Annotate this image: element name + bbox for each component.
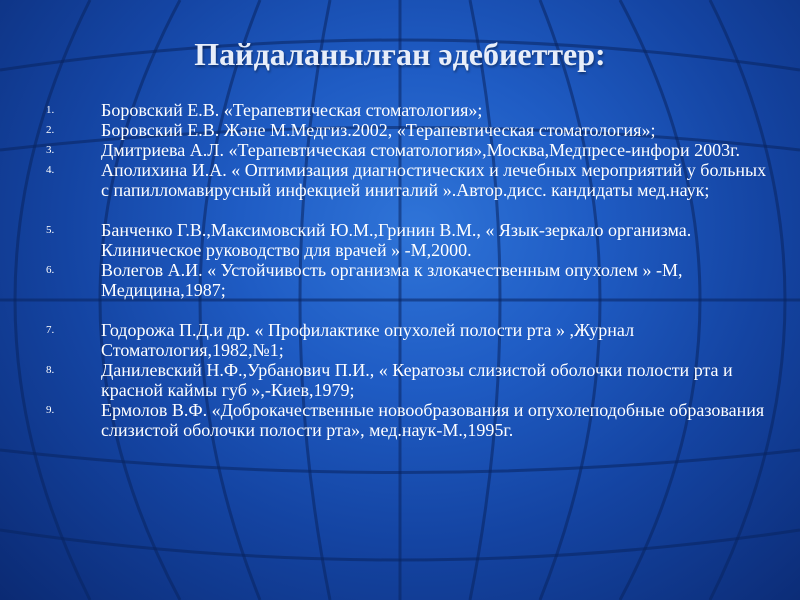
reference-item	[46, 120, 768, 140]
reference-item	[46, 140, 768, 160]
reference-item	[46, 360, 768, 400]
reference-number: 8.	[46, 364, 55, 376]
reference-item	[46, 160, 768, 200]
reference-text: Банченко Г.В.,Максимовский Ю.М.,Гринин В.М., « Язык-зеркало организма. Клиническое руководство для врачей » -М,2000.	[101, 220, 692, 260]
reference-text: Дмитриева А.Л. «Терапевтическая стоматология»,Москва,Медпресе-инфори 2003г.	[101, 140, 740, 160]
reference-text: Боровский Е.В. «Терапевтическая стоматология»;	[101, 100, 483, 120]
reference-item	[46, 100, 768, 120]
reference-text: Боровский Е.В. Және М.Медгиз.2002, «Терапевтическая стоматология»;	[101, 120, 656, 140]
reference-number: 9.	[46, 404, 55, 416]
reference-number: 3.	[46, 144, 55, 156]
reference-number: 5.	[46, 224, 55, 236]
reference-text: Аполихина И.А. « Оптимизация диагностических и лечебных мероприятий у больных с папилломавирусный инфекцией иниталий ».Автор.дисс. кандидаты мед.наук;	[101, 160, 767, 200]
reference-text: Волегов А.И. « Устойчивость организма к злокачественным опухолем » -М, Медицина,1987;	[101, 260, 683, 300]
reference-item	[46, 260, 768, 300]
reference-text: Ермолов В.Ф. «Доброкачественные новообразования и опухолеподобные образования слизистой оболочки полости рта», мед.наук-М.,1995г.	[101, 400, 765, 440]
reference-list	[46, 100, 768, 440]
reference-number: 2.	[46, 124, 55, 136]
reference-text: Данилевский Н.Ф.,Урбанович П.И., « Кератозы слизистой оболочки полости рта и красной каймы губ »,-Киев,1979;	[101, 360, 733, 400]
reference-item	[46, 220, 768, 260]
reference-number: 1.	[46, 104, 55, 116]
reference-number: 6.	[46, 264, 55, 276]
slide-title: Пайдаланылған әдебиеттер:	[194, 36, 606, 72]
reference-text: Годорожа П.Д.и др. « Профилактике опухолей полости рта » ,Журнал Стоматология,1982,№1;	[101, 320, 635, 360]
reference-number: 7.	[46, 324, 55, 336]
reference-item	[46, 320, 768, 360]
reference-item	[46, 400, 768, 440]
reference-number: 4.	[46, 164, 55, 176]
